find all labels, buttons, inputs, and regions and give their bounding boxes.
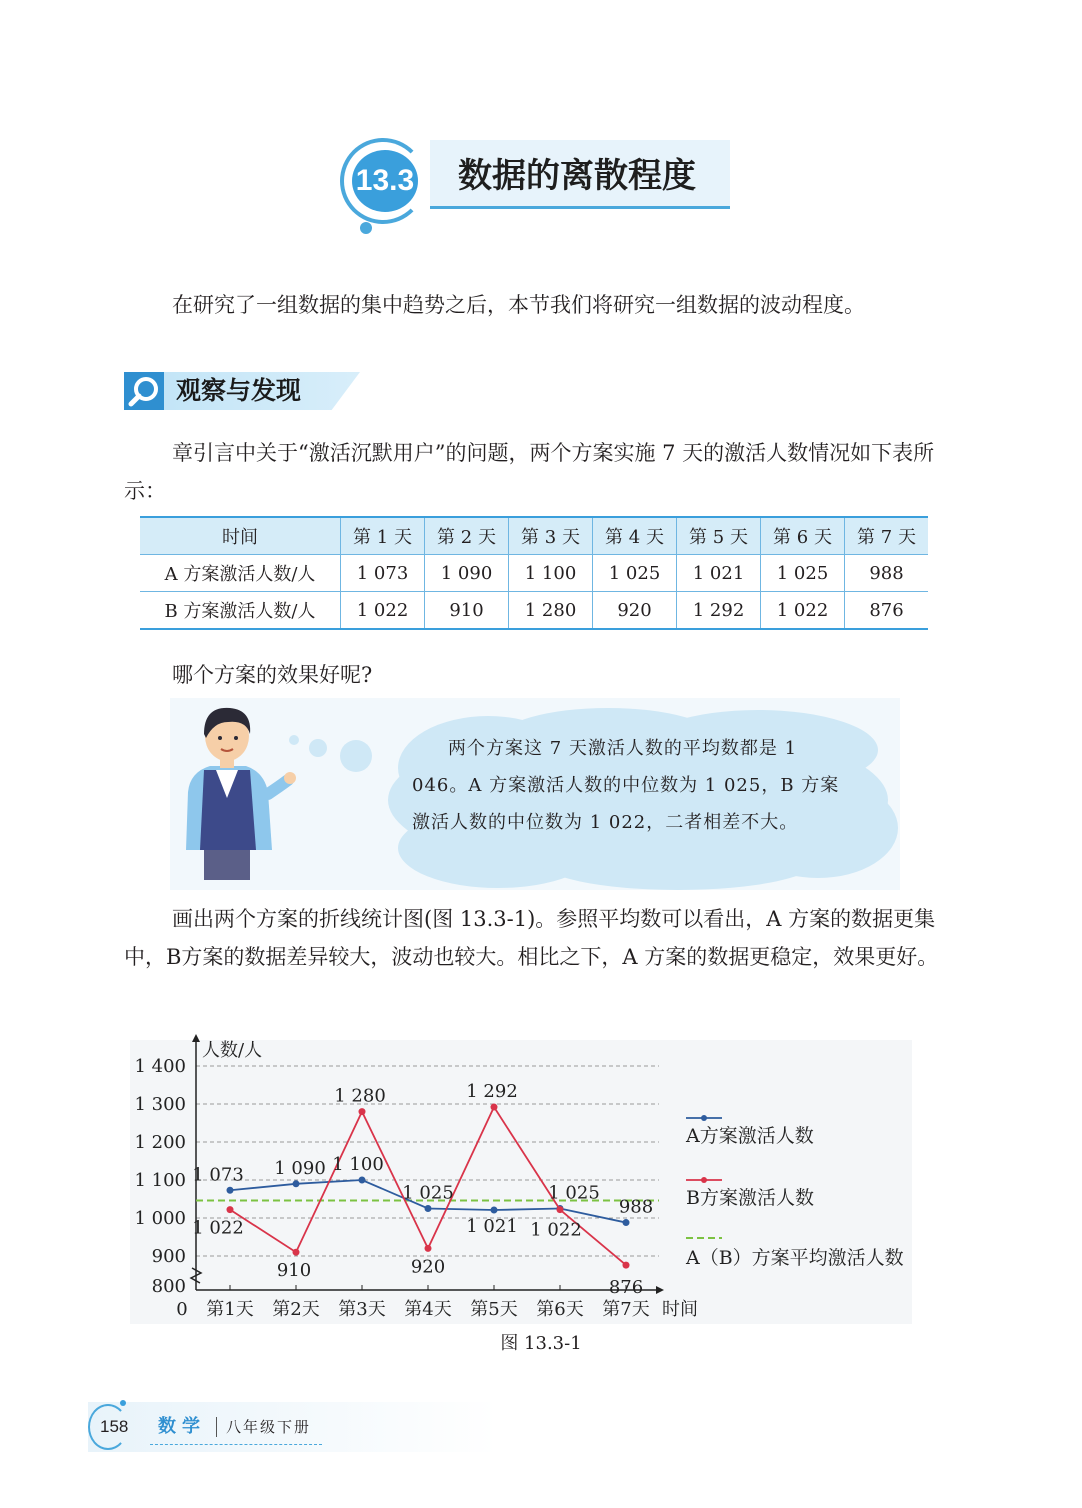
data-label: 910 <box>276 1260 312 1282</box>
y-axis-label: 人数/人 <box>202 1040 263 1061</box>
legend-label: B方案激活人数 <box>686 1187 814 1209</box>
table-header-cell: 第 6 天 <box>761 517 845 555</box>
data-label: 1 025 <box>548 1182 600 1204</box>
x-axis-label: 时间 <box>662 1299 698 1320</box>
series-b-point <box>227 1206 234 1213</box>
speech-bubble-text: 两个方案这 7 天激活人数的平均数都是 1 046。A 方案激活人数的中位数为 1 025，B 方案激活人数的中位数为 1 022，二者相差不大。 <box>412 738 840 833</box>
data-label: 1 025 <box>402 1182 454 1204</box>
x-tick-label: 第4天 <box>404 1299 452 1320</box>
analysis-paragraph: 画出两个方案的折线统计图(图 13.3-1)。参照平均数可以看出，A 方案的数据更集中，B方案的数据差异较大，波动也较大。相比之下，A 方案的数据更稳定，效果更好。 <box>124 907 939 969</box>
table-cell: 876 <box>845 592 929 630</box>
x-tick-label: 第6天 <box>536 1299 584 1320</box>
intro-paragraph: 在研究了一组数据的集中趋势之后，本节我们将研究一组数据的波动程度。 <box>172 293 865 317</box>
y-tick-label: 1 400 <box>134 1056 186 1077</box>
y-axis-arrow <box>192 1034 200 1042</box>
series-b-point <box>293 1249 300 1256</box>
series-b-point <box>491 1104 498 1111</box>
table-header-cell: 时间 <box>140 517 341 555</box>
table-header-cell: 第 7 天 <box>845 517 929 555</box>
table-cell: 1 100 <box>509 555 593 592</box>
page-number: 158 <box>100 1417 129 1436</box>
table-header-cell: 第 3 天 <box>509 517 593 555</box>
table-cell: 988 <box>845 555 929 592</box>
legend-marker <box>701 1177 707 1183</box>
line-chart <box>124 1032 934 1332</box>
series-b-point <box>557 1206 564 1213</box>
series-b-point <box>359 1108 366 1115</box>
series-b-point <box>425 1245 432 1252</box>
table-cell: 1 025 <box>761 555 845 592</box>
data-label: 1 021 <box>466 1216 518 1238</box>
table-row <box>140 555 928 592</box>
table-cell: 1 022 <box>761 592 845 630</box>
data-label: 988 <box>618 1196 654 1218</box>
table-cell: 1 022 <box>341 592 425 630</box>
student-illustration <box>176 700 296 880</box>
series-a-point <box>359 1177 366 1184</box>
data-label: 1 280 <box>334 1085 386 1107</box>
table-header-row <box>140 517 928 555</box>
table-cell: 1 073 <box>341 555 425 592</box>
table-cell: 1 292 <box>677 592 761 630</box>
table-cell: 910 <box>425 592 509 630</box>
section-ring-dot <box>360 222 372 234</box>
x-tick-label: 第1天 <box>206 1299 254 1320</box>
table-cell: 920 <box>593 592 677 630</box>
legend-label: A（B）方案平均激活人数 <box>686 1247 904 1269</box>
magnifier-icon <box>124 372 164 410</box>
data-label: 1 022 <box>192 1217 244 1239</box>
x-tick-label: 第7天 <box>602 1299 650 1320</box>
y-tick-label: 900 <box>151 1246 186 1267</box>
data-label: 1 100 <box>332 1154 384 1175</box>
data-label: 1 073 <box>192 1164 244 1186</box>
data-label: 1 090 <box>274 1157 326 1179</box>
y-tick-label: 1 200 <box>134 1132 186 1153</box>
legend-label: A方案激活人数 <box>686 1125 814 1147</box>
table-header-cell: 第 4 天 <box>593 517 677 555</box>
section-title-underline <box>430 206 730 209</box>
problem-paragraph: 章引言中关于“激活沉默用户”的问题，两个方案实施 7 天的激活人数情况如下表所示： <box>124 441 935 503</box>
observe-title: 观察与发现 <box>176 376 302 405</box>
y-tick-label: 1 300 <box>134 1094 186 1115</box>
question-text: 哪个方案的效果好呢? <box>172 663 373 687</box>
y-tick-label: 1 000 <box>134 1208 186 1229</box>
y-tick-label: 800 <box>151 1276 186 1297</box>
table-header-cell: 第 1 天 <box>341 517 425 555</box>
x-axis-arrow <box>656 1286 664 1294</box>
thought-bubble-dots <box>284 728 384 788</box>
series-b-point <box>623 1262 630 1269</box>
x-tick-label: 第5天 <box>470 1299 518 1320</box>
origin-label: 0 <box>176 1299 188 1320</box>
observe-icon-box <box>124 372 164 410</box>
table-row-label: B 方案激活人数/人 <box>140 592 341 630</box>
data-label: 1 022 <box>530 1219 582 1241</box>
book-subject: 数学 <box>158 1416 206 1437</box>
table-header-cell: 第 2 天 <box>425 517 509 555</box>
series-a-point <box>293 1180 300 1187</box>
footer-separator <box>216 1417 217 1437</box>
table-cell: 1 021 <box>677 555 761 592</box>
data-label: 1 292 <box>466 1081 518 1103</box>
x-tick-label: 第3天 <box>338 1299 386 1320</box>
table-header-cell: 第 5 天 <box>677 517 761 555</box>
series-a-point <box>227 1187 234 1194</box>
table-cell: 1 025 <box>593 555 677 592</box>
data-table <box>140 516 928 630</box>
data-label: 876 <box>608 1277 644 1299</box>
series-a-point <box>491 1207 498 1214</box>
table-cell: 1 090 <box>425 555 509 592</box>
figure-caption: 图 13.3-1 <box>500 1333 582 1354</box>
series-a-point <box>623 1219 630 1226</box>
footer-dot <box>120 1400 126 1406</box>
table-cell: 1 280 <box>509 592 593 630</box>
table-row <box>140 592 928 630</box>
section-title: 数据的离散程度 <box>430 140 730 206</box>
x-tick-label: 第2天 <box>272 1299 320 1320</box>
series-a-point <box>425 1205 432 1212</box>
footer-rule <box>150 1444 322 1445</box>
legend-marker <box>701 1115 707 1121</box>
book-grade: 八年级下册 <box>226 1418 312 1436</box>
data-label: 920 <box>410 1256 446 1278</box>
y-axis-break <box>191 1268 201 1283</box>
table-row-label: A 方案激活人数/人 <box>140 555 341 592</box>
section-number: 13.3 <box>352 150 418 212</box>
y-tick-label: 1 100 <box>134 1170 186 1191</box>
